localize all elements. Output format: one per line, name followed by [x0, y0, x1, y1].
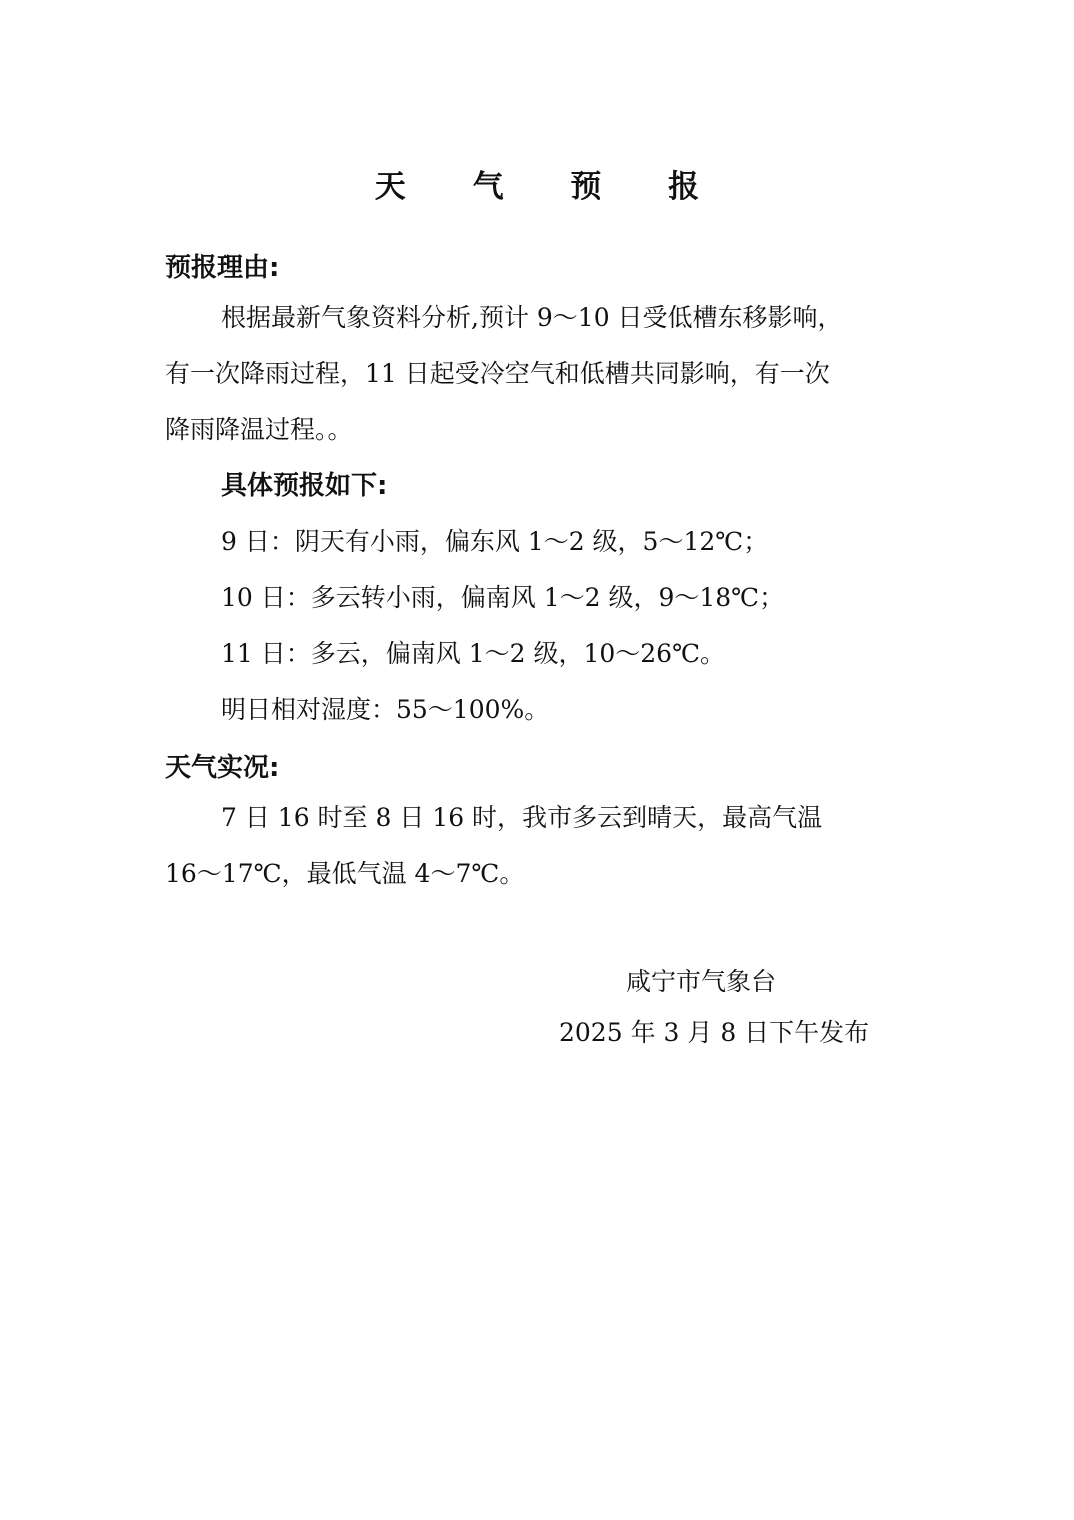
forecast-item: 10 日：多云转小雨，偏南风 1～2 级，9～18℃； — [221, 583, 785, 612]
forecast-heading: 具体预报如下: — [221, 471, 388, 501]
issue-date: 2025 年 3 月 8 日下午发布 — [559, 1018, 870, 1047]
reason-line: 有一次降雨过程，11 日起受冷空气和低槽共同影响，有一次 — [165, 359, 830, 388]
reason-line: 根据最新气象资料分析,预计 9～10 日受低槽东移影响， — [221, 303, 843, 332]
issuer-name: 咸宁市气象台 — [626, 967, 777, 996]
reason-line: 降雨降温过程。。 — [165, 415, 353, 444]
page-title: 天 气 预 报 — [374, 169, 728, 205]
forecast-item: 11 日：多云，偏南风 1～2 级，10～26℃。 — [221, 639, 726, 668]
reason-heading: 预报理由: — [165, 253, 280, 283]
humidity-line: 明日相对湿度：55～100%。 — [221, 695, 550, 724]
observation-line: 16～17℃，最低气温 4～7℃。 — [165, 859, 525, 888]
observation-heading: 天气实况: — [165, 753, 280, 783]
forecast-item: 9 日：阴天有小雨，偏东风 1～2 级，5～12℃； — [221, 527, 769, 556]
observation-line: 7 日 16 时至 8 日 16 时，我市多云到晴天，最高气温 — [221, 803, 823, 832]
